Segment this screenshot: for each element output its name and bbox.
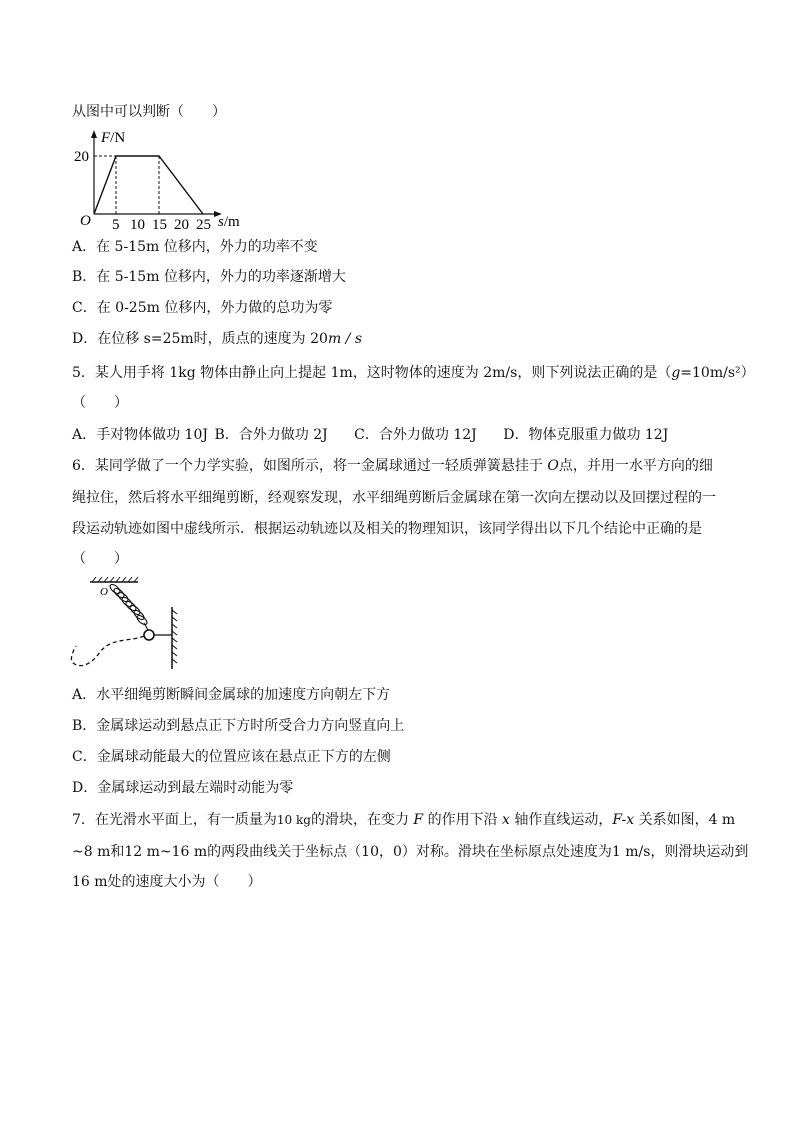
q4-x-tick-25: 25 — [196, 217, 211, 230]
q4-option-c: C．在 0-25m 位移内，外力做的总功为零 — [72, 300, 333, 316]
q4-y-tick-20: 20 — [74, 149, 89, 165]
q6-option-a: A．水平细绳剪断瞬间金属球的加速度方向朝左下方 — [72, 687, 391, 703]
q5-option-b: B．合外力做功 2J — [214, 427, 328, 443]
q6-pivot-label: O — [100, 586, 108, 598]
q5-option-a: A．手对物体做功 10J — [72, 427, 208, 443]
q4-force-curve — [94, 156, 203, 214]
q4-x-label: s/m — [218, 214, 240, 230]
q7-stem-line2: ~8 m和12 m~16 m的两段曲线关于坐标点（10，0）对称。滑块在坐标原点处速度为1 m/s，则滑块运动到 — [72, 844, 749, 860]
q4-option-d: D．在位移 s=25m时，质点的速度为 20m / s — [72, 331, 363, 347]
q7-stem-line3: 16 m处的速度大小为（ ） — [72, 874, 262, 890]
q6-paren: （ ） — [72, 551, 128, 567]
q4-option-b: B．在 5-15m 位移内，外力的功率逐渐增大 — [72, 269, 346, 285]
q4-x-tick-15: 15 — [152, 217, 167, 230]
q5-option-c: C．合外力做功 12J — [354, 427, 477, 443]
q4-x-tick-5: 5 — [112, 217, 120, 230]
q4-stem: 从图中可以判断（ ） — [72, 104, 226, 120]
q6-metal-ball — [144, 630, 154, 640]
q4-x-tick-10: 10 — [130, 217, 145, 230]
q4-force-displacement-graph — [66, 126, 256, 230]
q5-paren: （ ） — [72, 395, 128, 411]
q5-stem: 5．某人用手将 1kg 物体由静止向上提起 1m，这时物体的速度为 2m/s，则下列说法正确的是（g=10m/s²） — [72, 365, 755, 381]
q4-x-tick-20: 20 — [174, 217, 189, 230]
q4-y-label: F/N — [101, 130, 126, 146]
q6-option-d: D．金属球运动到最左端时动能为零 — [72, 780, 294, 796]
q4-y-arrow — [91, 130, 97, 138]
q4-option-a: A．在 5-15m 位移内，外力的功率不变 — [72, 239, 318, 255]
q7-stem-line1: 7．在光滑水平面上，有一质量为10 kg的滑块，在变力 F 的作用下沿 x 轴作直线运动，F-x 关系如图，4 m — [72, 812, 736, 828]
q6-option-b: B．金属球运动到悬点正下方时所受合力方向竖直向上 — [72, 718, 405, 734]
q6-option-c: C．金属球动能最大的位置应该在悬点正下方的左侧 — [72, 749, 391, 765]
q6-spring — [108, 583, 148, 630]
q6-stem-line3: 段运动轨迹如图中虚线所示．根据运动轨迹以及相关的物理知识，该同学得出以下几个结论中正确的是 — [72, 521, 702, 537]
q6-stem-line2: 绳拉住，然后将水平细绳剪断，经观察发现，水平细绳剪断后金属球在第一次向左摆动以及回摆过程的一 — [72, 490, 716, 506]
q6-dashed-trajectory — [71, 636, 144, 666]
q4-origin-label: O — [80, 213, 91, 229]
q5-option-d: D．物体克服重力做功 12J — [503, 427, 669, 443]
q6-spring-pendulum-figure — [60, 572, 190, 676]
q5-options — [72, 425, 668, 445]
q6-stem-line1: 6．某同学做了一个力学实验，如图所示，将一金属球通过一轻质弹簧悬挂于 O点，并用一水平方向的细 — [72, 458, 713, 474]
